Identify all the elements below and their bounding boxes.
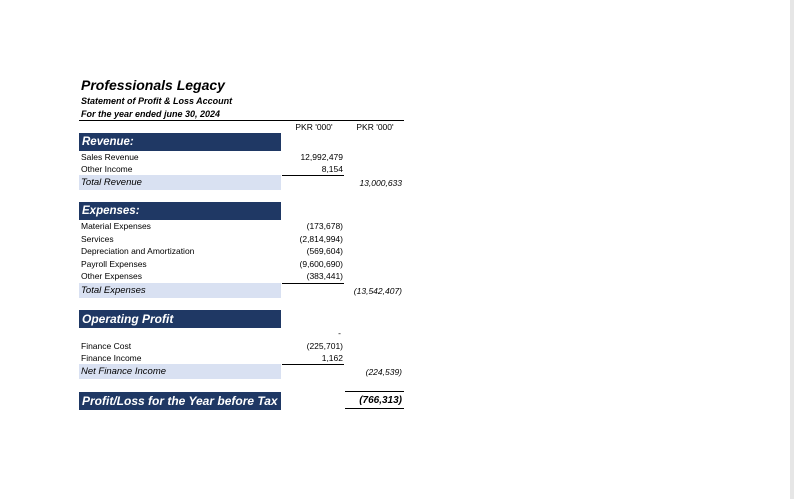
expenses-heading: Expenses: <box>79 202 281 220</box>
revenue-heading: Revenue: <box>79 133 281 151</box>
column-header-1: PKR '000' <box>295 122 333 132</box>
line-item-value: (2,814,994) <box>299 234 343 244</box>
total-expenses-label: Total Expenses <box>81 285 146 296</box>
net-finance-income-value: (224,539) <box>365 367 402 377</box>
line-item-value: (173,678) <box>306 221 343 231</box>
line-item-label: Finance Income <box>81 353 142 363</box>
header-rule <box>79 120 404 121</box>
operating-profit-value: - <box>338 328 341 338</box>
company-name: Professionals Legacy <box>81 77 225 93</box>
subtotal-rule <box>282 175 344 176</box>
line-item-label: Other Expenses <box>81 271 142 281</box>
line-item-label: Material Expenses <box>81 221 151 231</box>
line-item-value: (225,701) <box>306 341 343 351</box>
line-item-value: (383,441) <box>306 271 343 281</box>
line-item-label: Finance Cost <box>81 341 132 351</box>
line-item-label: Services <box>81 234 114 244</box>
statement-title: Statement of Profit & Loss Account <box>81 96 233 106</box>
net-finance-income-label: Net Finance Income <box>81 366 167 377</box>
page-edge <box>790 0 794 499</box>
line-item-value: 1,162 <box>321 353 343 363</box>
line-item-label: Payroll Expenses <box>81 259 147 269</box>
total-expenses-value: (13,542,407) <box>353 286 402 296</box>
line-item-label: Other Income <box>81 164 133 174</box>
subtotal-rule <box>282 364 344 365</box>
statement-period: For the year ended june 30, 2024 <box>81 109 221 119</box>
line-item-value: (569,604) <box>306 246 343 256</box>
line-item-value: (9,600,690) <box>299 259 343 269</box>
total-revenue-label: Total Revenue <box>81 177 142 188</box>
line-item-label: Depreciation and Amortization <box>81 246 195 256</box>
result-top-rule <box>345 391 404 392</box>
column-header-2: PKR '000' <box>356 122 394 132</box>
profit-loss-before-tax-value: (766,313) <box>359 395 402 406</box>
subtotal-rule <box>282 283 344 284</box>
profit-loss-before-tax-label: Profit/Loss for the Year before Tax <box>79 392 281 410</box>
result-underline <box>345 408 404 409</box>
operating-profit-heading: Operating Profit <box>79 310 281 328</box>
line-item-value: 8,154 <box>321 164 343 174</box>
line-item-value: 12,992,479 <box>300 152 343 162</box>
line-item-label: Sales Revenue <box>81 152 139 162</box>
total-revenue-value: 13,000,633 <box>359 178 402 188</box>
